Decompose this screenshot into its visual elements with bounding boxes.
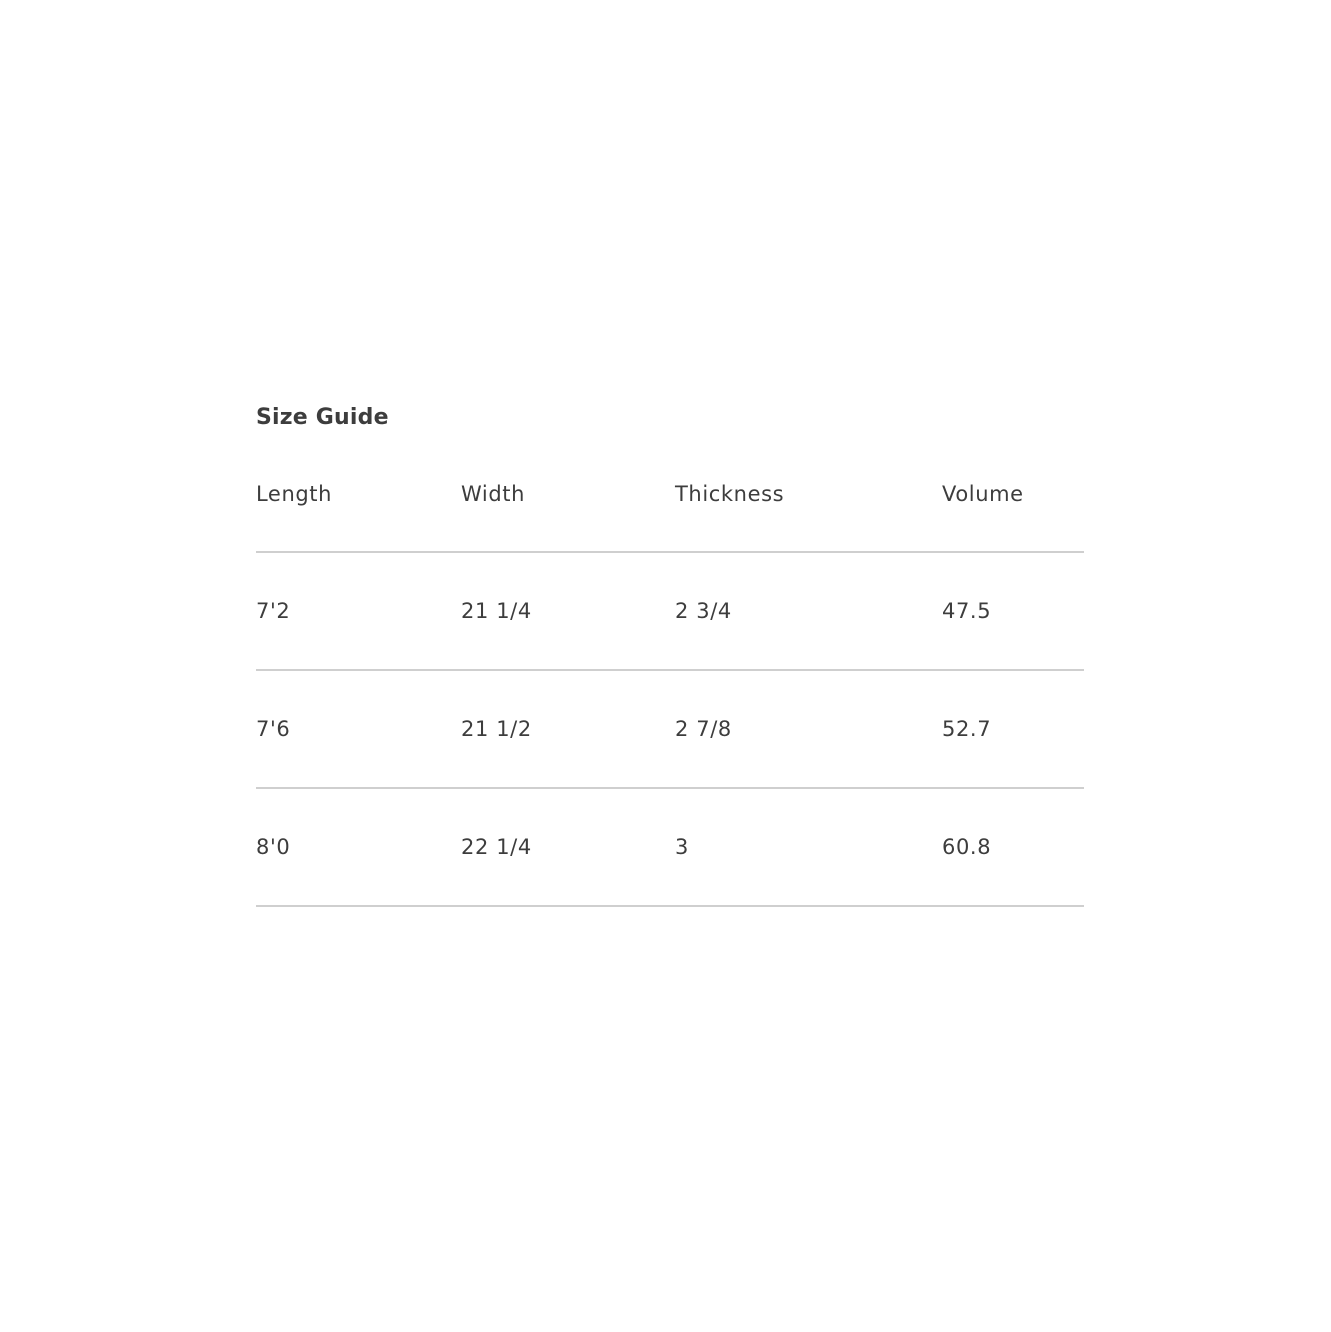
table-header-row	[256, 476, 1084, 552]
table-row	[256, 670, 1084, 788]
header-volume: Volume	[942, 476, 1084, 552]
size-table	[256, 476, 1084, 907]
cell-volume: 47.5	[942, 599, 992, 623]
cell-thickness: 2 7/8	[675, 717, 732, 741]
cell-thickness: 3	[675, 835, 689, 859]
size-guide	[256, 400, 1084, 907]
header-width: Width	[461, 476, 675, 552]
cell-length: 8'0	[256, 835, 291, 859]
cell-length: 7'6	[256, 717, 291, 741]
cell-width: 22 1/4	[461, 835, 532, 859]
table-row	[256, 552, 1084, 670]
cell-thickness: 2 3/4	[675, 599, 732, 623]
size-guide-title: Size Guide	[256, 405, 389, 430]
cell-width: 21 1/2	[461, 717, 532, 741]
cell-volume: 52.7	[942, 717, 992, 741]
cell-volume: 60.8	[942, 835, 992, 859]
header-length: Length	[256, 476, 461, 552]
header-thickness: Thickness	[675, 476, 942, 552]
cell-width: 21 1/4	[461, 599, 532, 623]
table-row	[256, 788, 1084, 906]
cell-length: 7'2	[256, 599, 291, 623]
